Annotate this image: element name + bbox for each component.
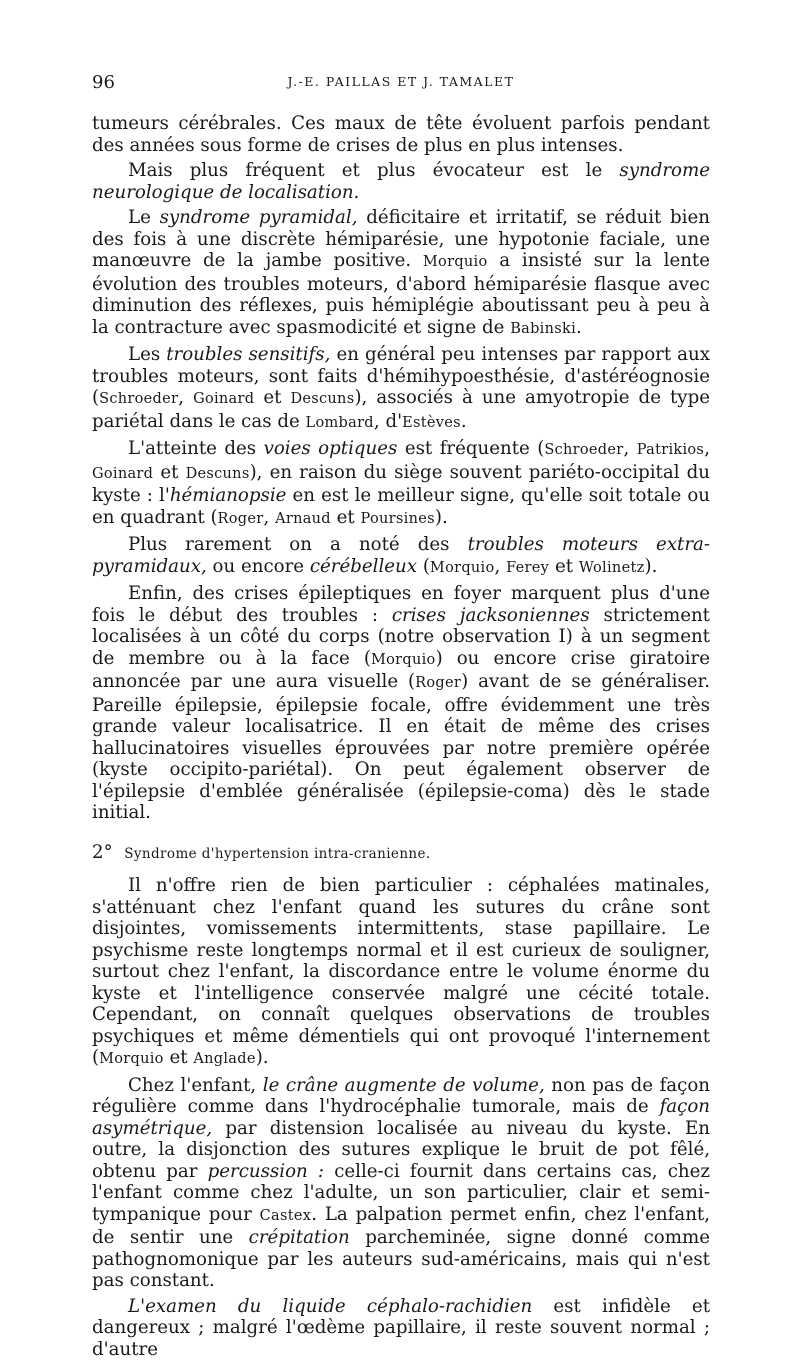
section-heading: 2° Syndrome d'hypertension intra-cranienne. <box>92 842 710 866</box>
running-head: J.-E. PAILLAS ET J. TAMALET <box>92 74 710 89</box>
paragraph-5: L'atteinte des voies optiques est fréquente (Schroeder, Patrikios, Goinard et Descuns), en raison du siège souvent pariéto-occipital du kyste : l'hémianopsie en est le meilleur signe, qu'elle soit totale ou en quadrant (Roger, Arnaud et Poursines). <box>92 438 710 530</box>
paragraph-9: Chez l'enfant, le crâne augmente de volume, non pas de façon régulière comme dans l'hydrocéphalie tumorale, mais de façon asymétrique, par distension localisée au niveau du kyste. En outre, la disjonction des sutures explique le bruit de pot fêlé, obtenu par percussion : celle-ci fournit dans certains cas, chez l'enfant comme chez l'adulte, un son particulier, clair et semi-tympanique pour Castex. La palpation permet enfin, chez l'enfant, de sentir une crépitation parcheminée, signe donné comme pathognomonique par les auteurs sud-américains, mais qui n'est pas constant. <box>92 1075 710 1292</box>
paragraph-8: Il n'offre rien de bien particulier : céphalées matinales, s'atténuant chez l'enfant quand les sutures du crâne sont disjointes, vomissements intermittents, stase papillaire. Le psychisme reste longtemps normal et il est curieux de souligner, surtout chez l'enfant, la discordance entre le volume énorme du kyste et l'intelligence conservée malgré une cécité totale. Cependant, on connaît quelques observations de troubles psychiques et même démentiels qui ont provoqué l'internement (Morquio et Anglade). <box>92 875 710 1071</box>
paragraph-1: tumeurs cérébrales. Ces maux de tête évoluent parfois pendant des années sous forme de crises de plus en plus intenses. <box>92 113 710 156</box>
paragraph-7: Enfin, des crises épileptiques en foyer marquent plus d'une fois le début des troubles : crises jacksoniennes strictement localisées à un côté du corps (notre observation I) à un segment de membre ou à la face (Morquio) ou encore crise giratoire annoncée par une aura visuelle (Roger) avant de se généraliser. Pareille épilepsie, épilepsie focale, offre évidemment une très grande valeur localisatrice. Il en était de même des crises hallucinatoires visuelles éprouvées par notre première opérée (kyste occipito-pariétal). On peut également observer de l'épilepsie d'emblée généralisée (épilepsie-coma) dès le stade initial. <box>92 583 710 824</box>
paragraph-3: Le syndrome pyramidal, déficitaire et irritatif, se réduit bien des fois à une discrète hémiparésie, une hypotonie faciale, une manœuvre de la jambe positive. Morquio a insisté sur la lente évolution des troubles moteurs, d'abord hémiparésie flasque avec diminution des réflexes, puis hémiplégie aboutissant peu à peu à la contracture avec spasmodicité et signe de Babinski. <box>92 207 710 340</box>
page-number: 96 <box>92 72 115 93</box>
paragraph-2: Mais plus fréquent et plus évocateur est le syndrome neurologique de localisation. <box>92 160 710 203</box>
page-header <box>92 72 710 100</box>
paragraph-4: Les troubles sensitifs, en général peu intenses par rapport aux troubles moteurs, sont faits d'hémihypoesthésie, d'astéréognosie (Schroeder, Goinard et Descuns), associés à une amyotropie de type pariétal dans le cas de Lombard, d'Estèves. <box>92 344 710 434</box>
paragraph-10: L'examen du liquide céphalo-rachidien est infidèle et dangereux ; malgré l'œdème papillaire, il reste souvent normal ; d'autre <box>92 1296 710 1360</box>
body-text <box>92 113 710 1360</box>
paragraph-6: Plus rarement on a noté des troubles moteurs extra-pyramidaux, ou encore cérébelleux (Morquio, Ferey et Wolinetz). <box>92 534 710 579</box>
